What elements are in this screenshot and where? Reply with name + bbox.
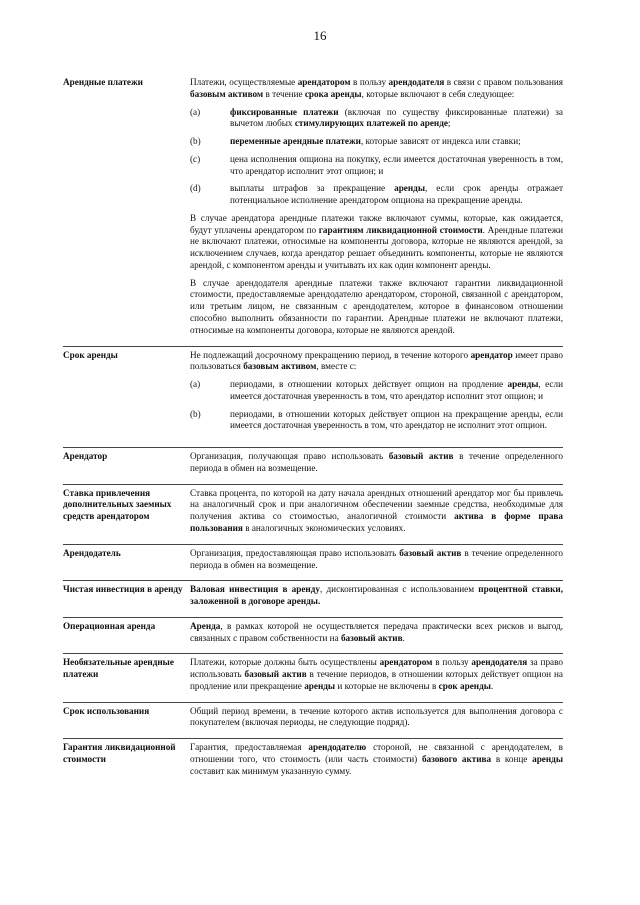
text-run: Гарантия, предоставляемая [190, 742, 309, 753]
defined-term-ref: аренды [532, 753, 563, 764]
glossary [63, 74, 563, 786]
defined-term-ref: стимулирующих платежей по аренде [294, 118, 448, 129]
defined-term-ref: аренды [394, 183, 425, 194]
text-run: . [490, 680, 494, 691]
glossary-entry [63, 617, 563, 645]
list-item-label: (b) [190, 408, 201, 419]
definition-list-item [190, 136, 563, 148]
list-item-label: (a) [190, 106, 201, 117]
text-run: в пользу [350, 77, 389, 87]
defined-term-ref: аренды [507, 379, 539, 390]
definition-paragraph [190, 350, 563, 374]
definition-paragraph [190, 621, 563, 645]
defined-term-ref: базового актива [421, 753, 492, 764]
text-run: в пользу [432, 657, 472, 668]
glossary-entry [63, 702, 563, 730]
glossary-term: Необязательные арендные платежи [63, 657, 174, 680]
text-run: в связи с правом пользования [444, 77, 563, 87]
defined-term-ref: арендатор [470, 349, 513, 360]
text-run: Платежи, осуществляемые [190, 77, 298, 87]
page-number: 16 [313, 28, 327, 43]
text-run: ; [447, 118, 451, 129]
glossary-term: Чистая инвестиция в аренду [63, 584, 183, 595]
definition-paragraph [190, 584, 563, 608]
glossary-definition [190, 584, 563, 608]
definition-list-item [190, 183, 563, 207]
glossary-term: Арендатор [63, 451, 108, 462]
definition-paragraph [190, 488, 563, 535]
defined-term-ref: Валовая инвестиция в аренду [190, 584, 320, 595]
text-run: В случае арендодателя арендные платежи также включают гарантии ликвидационной стоимости, предоставляемые арендодателю арендатором, стороной, связанной с арендатором, или третьим лицом, не связанным с арендодателем, которое в финансовом отношении способно выполнить обязанности по гарантии. Арендные платежи не включают платежи, относимые на компоненты договора, которые не являются арендой. [190, 277, 563, 335]
defined-term-ref: фиксированные платежи [230, 106, 339, 117]
text-run: , если имеется достаточная уверенность в том, что арендатор исполнит этот опцион; и [230, 379, 563, 401]
text-run: в течение [263, 88, 305, 99]
definition-list-item [190, 107, 563, 131]
glossary-term: Гарантия ликвидационной стоимости [63, 742, 176, 764]
glossary-entry [63, 74, 563, 337]
glossary-definition [190, 488, 563, 535]
glossary-entry [63, 346, 563, 439]
defined-term-ref: арендодателя [388, 77, 445, 87]
text-run: Общий период времени, в течение которого актив используется для выполнения договора с покупателем (включая периоды, не следующие подряд). [190, 705, 563, 728]
defined-term-ref: базовый актив [244, 669, 307, 680]
defined-term-ref: срок аренды [438, 680, 491, 691]
definition-paragraph [190, 213, 563, 272]
defined-term-ref: базовым активом [243, 361, 317, 372]
text-run: , которые включают в себя следующее: [361, 88, 515, 99]
glossary-definition [190, 742, 563, 777]
glossary-entry [63, 447, 563, 475]
text-run: имеет право пользоваться [190, 349, 564, 372]
definition-paragraph [190, 706, 563, 730]
text-run: и которые не включены в [335, 680, 439, 691]
text-run: , дисконтированная с использованием [319, 584, 479, 595]
text-run: выплаты штрафов за прекращение [230, 183, 395, 194]
glossary-entry [63, 738, 563, 777]
text-run: Не подлежащий досрочному прекращению период, в течение которого [190, 349, 471, 360]
glossary-entry [63, 484, 563, 535]
definition-list-item [190, 154, 563, 178]
defined-term-ref: аренды [304, 680, 336, 691]
text-run: стороной, не связанной с арендодателем, в отношении того, что стоимость (или часть стоимости) [190, 742, 563, 764]
defined-term-ref: базовым активом [190, 88, 264, 99]
text-run: в конце [491, 753, 533, 764]
defined-term-ref: арендодателя [471, 657, 528, 668]
defined-term-ref: гарантиям ликвидационной стоимости [318, 224, 483, 235]
definition-paragraph [190, 657, 563, 692]
glossary-term: Арендодатель [63, 547, 121, 558]
list-item-label: (a) [190, 379, 201, 390]
glossary-definition [190, 548, 563, 572]
glossary-term: Арендные платежи [63, 77, 143, 87]
text-run: составит как минимум указанную сумму. [190, 765, 352, 776]
text-run: В случае арендатора арендные платежи также включают суммы, которые, как ожидается, будут уплачены арендатором по [190, 212, 563, 235]
text-run: цена исполнения опциона на покупку, если имеется достаточная уверенность в том, что арендатор исполнит этот опцион; и [230, 153, 563, 176]
text-run: периодами, в отношении которых действует опцион на продление [230, 379, 508, 390]
text-run: в аналогичных экономических условиях. [242, 522, 406, 533]
list-item-label: (c) [190, 153, 201, 164]
list-item-label: (b) [190, 136, 201, 147]
glossary-term: Ставка привлечения дополнительных заемных средств арендатором [63, 487, 172, 522]
glossary-definition [190, 350, 563, 439]
defined-term-ref: процентной ставки, заложенной в договоре аренды. [190, 584, 564, 607]
text-run: , в рамках которой не осуществляется передача практически всех рисков и выгод, связанных с правом собственности на [190, 620, 563, 643]
defined-term-ref: арендатором [297, 77, 351, 87]
definition-list-item [190, 409, 563, 433]
text-run: в течение определенного периода в обмен на возмещение. [190, 451, 564, 473]
glossary-term: Срок аренды [63, 349, 118, 360]
text-run: за право использовать [190, 657, 563, 680]
definition-paragraph [190, 548, 563, 572]
defined-term-ref: арендодателю [308, 742, 367, 753]
text-run: Ставка процента, по которой на дату начала арендных отношений арендатор мог бы привлечь на аналогичный срок и при аналогичном обеспечении заемные средства, необходимые для получения актива со стоимостью, аналогичной стоимости [190, 487, 563, 522]
glossary-term: Срок использования [63, 705, 150, 716]
definition-paragraph [190, 77, 563, 101]
text-run: Организация, предоставляющая право использовать [190, 547, 400, 558]
defined-term-ref: базовый актив [388, 451, 454, 462]
definition-paragraph [190, 451, 563, 475]
text-run: . Арендные платежи не включают платежи, относимые на компоненты договора, которые не являются арендой, за исключением случаев, когда арендатор решает объединить компоненты, которые не являются арендой, с компонентом аренды и учитывать их как один компонент аренды. [190, 224, 563, 270]
text-run: в течение периодов, в отношении которых действует опцион на продление или прекращение [190, 669, 563, 691]
list-item-label: (d) [190, 183, 201, 194]
defined-term-ref: базовый актив [399, 547, 462, 558]
glossary-definition [190, 706, 563, 730]
glossary-entry [63, 653, 563, 692]
text-run: . [402, 632, 405, 643]
defined-term-ref: Аренда [190, 620, 221, 631]
defined-term-ref: срока аренды [304, 88, 362, 99]
text-run: Платежи, которые должны быть осуществлены [190, 657, 380, 668]
defined-term-ref: базовый актив [340, 632, 403, 643]
text-run: , вместе с: [316, 361, 357, 372]
glossary-definition [190, 657, 563, 692]
definition-paragraph [190, 278, 563, 337]
text-run: Организация, получающая право использовать [190, 451, 389, 462]
text-run: в течение определенного периода в обмен на возмещение. [190, 547, 563, 570]
glossary-definition [190, 451, 563, 475]
definition-list-item [190, 379, 563, 403]
defined-term-ref: актива в форме права пользования [190, 511, 563, 533]
text-run: , которые зависят от индекса или ставки; [360, 136, 521, 147]
glossary-definition [190, 77, 563, 337]
definition-paragraph [190, 742, 563, 777]
text-run: , если срок аренды отражает потенциальное исполнение арендатором опциона на прекращение аренды. [230, 183, 564, 206]
defined-term-ref: переменные арендные платежи [230, 136, 361, 147]
glossary-term: Операционная аренда [63, 620, 156, 631]
glossary-entry [63, 580, 563, 608]
text-run: периодами, в отношении которых действует опцион на прекращение аренды, если имеется достаточная уверенность в том, что арендатор не исполнит этот опцион. [230, 408, 563, 431]
defined-term-ref: арендатором [379, 657, 433, 668]
text-run: (включая по существу фиксированные платежи) за вычетом любых [230, 106, 563, 129]
glossary-definition [190, 621, 563, 645]
glossary-entry [63, 544, 563, 572]
